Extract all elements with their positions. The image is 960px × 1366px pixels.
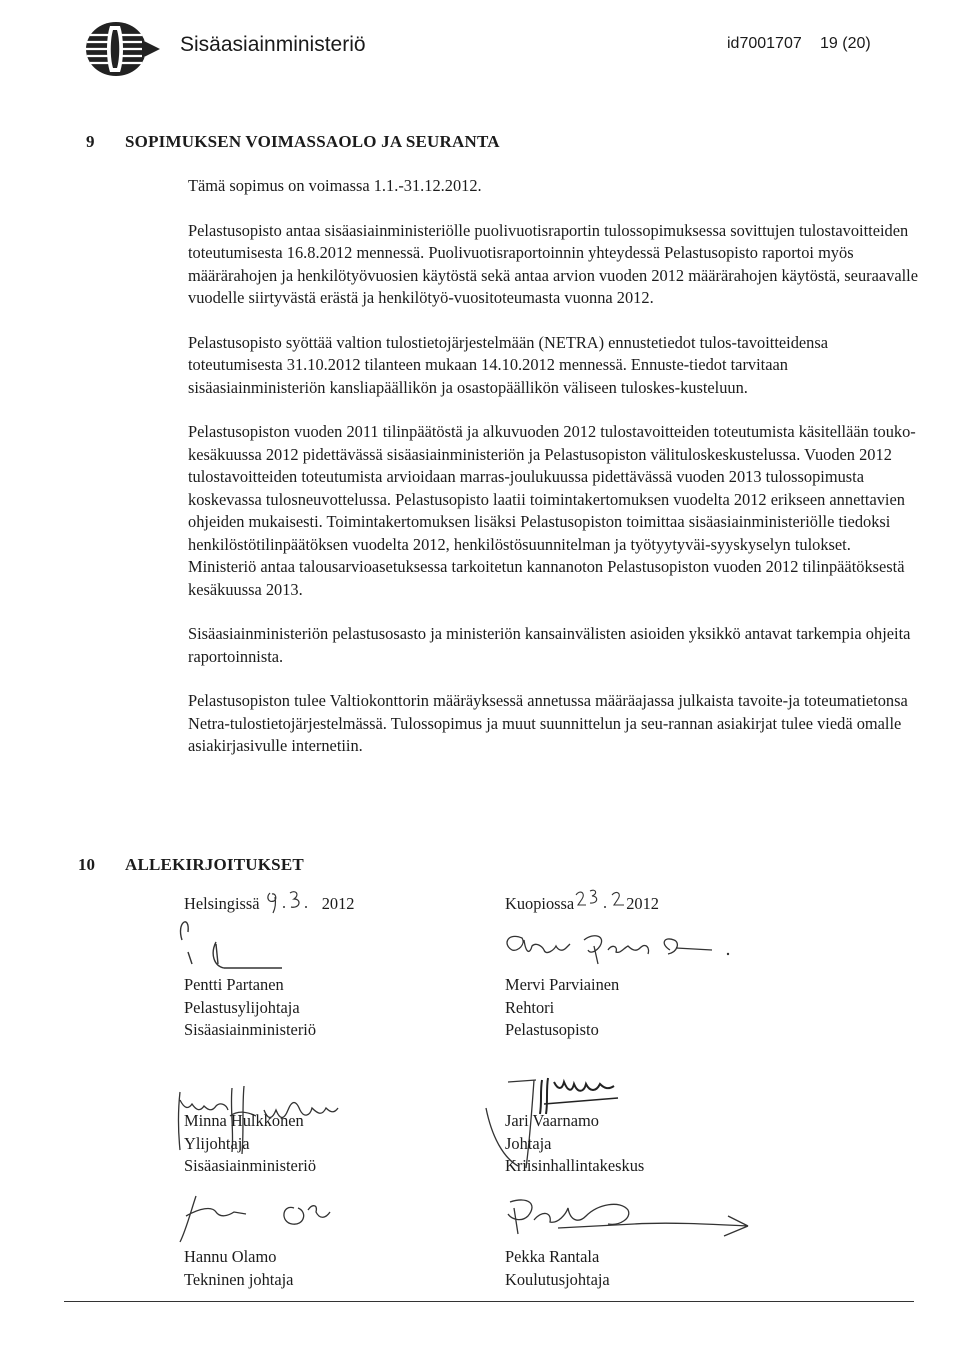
page-header <box>0 0 960 90</box>
signatory-title: Tekninen johtaja <box>184 1269 294 1289</box>
signatory-organization: Sisäasiainministeriö <box>184 1020 317 1039</box>
signature-hannu-olamo <box>176 1190 376 1246</box>
signature-pentti-partanen <box>172 912 292 974</box>
signatory-title: Ylijohtaja <box>184 1133 250 1153</box>
signatory-minna-hulkkonen <box>184 1110 316 1178</box>
signatory-name: Minna Hulkkonen <box>184 1111 304 1130</box>
ministry-name: Sisäasiainministeriö <box>180 33 366 56</box>
signature-mervi-parviainen <box>500 920 780 974</box>
paragraph-instructions: Sisäasiainministeriön pelastusosasto ja ministeriön kansainvälisten asioiden yksikkö antavat tarkempia ohjeita raportoinnista. <box>188 624 911 666</box>
signature-pekka-rantala <box>498 1194 788 1246</box>
section-9-number: 9 <box>86 132 95 151</box>
section-10-title: ALLEKIRJOITUKSET <box>125 855 304 874</box>
signatory-organization: Pelastusopisto <box>505 1020 599 1039</box>
section-9-body <box>188 175 918 780</box>
signatory-name: Pentti Partanen <box>184 975 284 994</box>
paragraph-validity: Tämä sopimus on voimassa 1.1.-31.12.2012. <box>188 176 482 195</box>
handwritten-date-helsinki <box>264 885 322 915</box>
signing-place-kuopio: Kuopiossa 2012 <box>505 885 659 916</box>
signatory-name: Jari Vaarnamo <box>505 1111 599 1130</box>
handwritten-date-kuopio <box>574 885 626 915</box>
paragraph-annual-review: Pelastusopiston vuoden 2011 tilinpäätöstä ja alkuvuoden 2012 tulostavoitteiden toteutumista käsitellään touko-kesäkuussa 2012 pidettävässä sisäasiainministeriön ja Pelastusopiston välituloskeskustelussa. Vuoden 2012 tulostavoitteiden toteutumista arvioidaan marras-joulukuussa pidettävässä vuoden 2013 tulossopimusta koskevassa tulosneuvottelussa. Pelastusopisto laatii toimintakertomuksen vuodelta 2012 erikseen annettavien ohjeiden mukaisesti. Toimintakertomuksen lisäksi Pelastusopiston toimittaa sisäasiainministeriölle tiedoksi henkilöstötilinpäätöksen vuodelta 2012, henkilöstösuunnitelman ja työtyytyväi-syyskyselyn tulokset. Ministeriö antaa talousarvioasetuksessa tarkoitetun kannanoton Pelastusopiston vuoden 2012 tilinpäätöksestä kesäkuussa 2013. <box>188 422 916 599</box>
signatory-title: Rehtori <box>505 997 555 1017</box>
signatory-name: Pekka Rantala <box>505 1247 600 1266</box>
signatory-organization: Sisäasiainministeriö <box>184 1156 317 1175</box>
ministry-logo-icon <box>80 18 164 80</box>
signatory-title: Koulutusjohtaja <box>505 1269 610 1289</box>
signatory-title: Johtaja <box>505 1133 552 1153</box>
signatory-name: Hannu Olamo <box>184 1247 277 1266</box>
signatory-name: Mervi Parviainen <box>505 975 620 994</box>
section-9-title: SOPIMUKSEN VOIMASSAOLO JA SEURANTA <box>125 132 500 151</box>
page-number: 19 (20) <box>820 35 871 52</box>
paragraph-publication: Pelastusopiston tulee Valtiokonttorin määräyksessä annetussa määräajassa julkaista tavoite-ja toteumatietonsa Netra-tulostietojärjestelmässä. Tulossopimus ja muut suunnittelun ja seu-rannan asiakirjat tulee viedä omalle asiakirjasivulle internetiin. <box>188 691 908 755</box>
signatory-hannu-olamo <box>184 1246 293 1291</box>
signatory-mervi-parviainen <box>505 974 619 1042</box>
section-10-number: 10 <box>78 855 95 874</box>
footer-divider <box>64 1301 914 1302</box>
document-id: id7001707 <box>727 35 802 52</box>
signatory-organization: Kriisinhallintakeskus <box>505 1156 645 1175</box>
signatory-pentti-partanen <box>184 974 316 1042</box>
paragraph-semiannual-report: Pelastusopisto antaa sisäasiainministeriölle puolivuotisraportin tulossopimuksessa sovittujen tulostavoitteiden toteutumisesta 16.8.2012 mennessä. Puolivuotisraportoinnin yhteydessä Pelastusopisto raportoi myös määrärahojen ja henkilötyövuosien käytöstä sekä antaa arvion vuoden 2012 määrärahojen käytöstä, seuraavalle vuodelle siirtyvästä erästä ja henkilötyö-vuositoteumasta vuonna 2012. <box>188 220 919 307</box>
paragraph-netra: Pelastusopisto syöttää valtion tulostietojärjestelmään (NETRA) ennustetiedot tulos-tavoitteidensa toteutumisesta 31.10.2012 tilanteen mukaan 14.10.2012 mennessä. Ennuste-tiedot tarvitaan sisäasiainministeriön kansliapäällikön ja osastopäällikön väliseen tuloskes-kusteluun. <box>188 332 829 397</box>
signatory-title: Pelastusylijohtaja <box>184 997 300 1017</box>
signatory-jari-vaarnamo <box>505 1110 644 1178</box>
signatory-pekka-rantala <box>505 1246 610 1291</box>
signing-place-helsinki: Helsingissä 2012 <box>184 885 354 916</box>
